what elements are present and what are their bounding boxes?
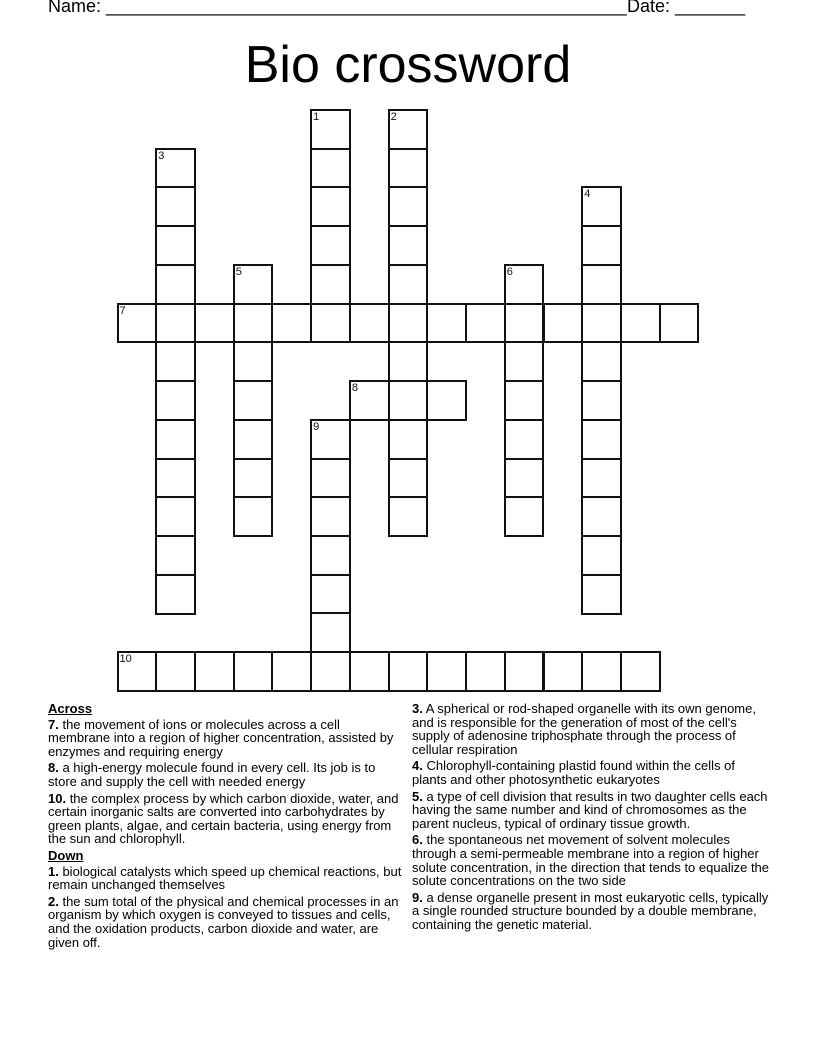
crossword-cell[interactable] [194,303,235,344]
crossword-cell[interactable] [388,225,429,266]
crossword-cell[interactable] [271,651,312,692]
cell-number: 2 [390,111,397,123]
crossword-cell[interactable] [155,535,196,576]
clue-number: 7. [48,716,59,732]
crossword-cell[interactable] [388,109,429,150]
crossword-cell[interactable] [504,303,545,344]
crossword-cell[interactable] [117,303,158,344]
crossword-cell[interactable] [388,148,429,189]
crossword-cell[interactable] [504,264,545,305]
crossword-cell[interactable] [155,303,196,344]
crossword-cell[interactable] [581,535,622,576]
crossword-cell[interactable] [233,496,274,537]
crossword-cell[interactable] [310,109,351,150]
crossword-cell[interactable] [271,303,312,344]
crossword-cell[interactable] [388,458,429,499]
crossword-cell[interactable] [388,380,429,421]
date-field-label: Date: _______ [627,0,746,16]
clue-down-3 [412,702,772,756]
cell-number: 3 [158,149,165,162]
crossword-cell[interactable] [388,496,429,537]
clue-number: 9. [412,889,423,905]
clues-column-right [412,702,772,935]
crossword-cell[interactable] [388,186,429,227]
crossword-cell[interactable] [581,264,622,305]
down-heading: Down [48,847,84,863]
crossword-cell[interactable] [504,380,545,421]
crossword-cell[interactable] [310,303,351,344]
crossword-cell[interactable] [117,651,158,692]
crossword-cell[interactable] [310,612,351,653]
clue-down-1 [48,865,404,892]
crossword-cell[interactable] [310,535,351,576]
clue-number: 10. [48,790,67,806]
cell-number: 9 [313,420,320,433]
crossword-cell[interactable] [233,651,274,692]
crossword-cell[interactable] [155,225,196,266]
crossword-cell[interactable] [155,380,196,421]
crossword-cell[interactable] [310,574,351,615]
clue-number: 8. [48,760,59,776]
crossword-cell[interactable] [233,303,274,344]
crossword-cell[interactable] [155,496,196,537]
crossword-cell[interactable] [581,419,622,460]
cell-number: 4 [584,188,591,201]
crossword-cell[interactable] [388,303,429,344]
crossword-cell[interactable] [155,148,196,189]
crossword-cell[interactable] [155,264,196,305]
crossword-cell[interactable] [581,303,622,344]
crossword-cell[interactable] [581,225,622,266]
clue-down-9 [412,891,772,932]
cell-number: 8 [351,382,358,395]
crossword-cell[interactable] [620,651,661,692]
crossword-cell[interactable] [310,186,351,227]
crossword-cell[interactable] [504,458,545,499]
crossword-cell[interactable] [349,303,390,344]
crossword-cell[interactable] [504,419,545,460]
clue-number: 6. [412,832,423,848]
clue-text: a dense organelle present in most eukaryotic cells, typically a single rounded structure bounded by a double membrane, containing the genetic material. [412,889,769,932]
crossword-cell[interactable] [233,419,274,460]
crossword-cell[interactable] [155,419,196,460]
crossword-cell[interactable] [310,419,351,460]
crossword-cell[interactable] [388,419,429,460]
cell-number: 7 [119,304,126,317]
clue-across-8 [48,761,404,788]
clue-number: 4. [412,758,423,774]
crossword-cell[interactable] [581,341,622,382]
crossword-cell[interactable] [426,651,467,692]
cell-number: 10 [119,653,132,666]
clue-text: the sum total of the physical and chemical processes in an organism by which oxygen is conveyed to tissues and cells, and the oxidation products, carbon dioxide and water, are given off. [48,893,399,950]
clue-down-4 [412,759,772,786]
crossword-cell[interactable] [310,225,351,266]
clue-down-5 [412,790,772,831]
clue-text: the complex process by which carbon dioxide, water, and certain inorganic salts are converted into carbohydrates by green plants, algae, and certain bacteria, using energy from the sun and chlorophyll. [48,790,399,847]
crossword-cell[interactable] [659,303,700,344]
crossword-cell[interactable] [233,380,274,421]
crossword-cell[interactable] [581,574,622,615]
crossword-cell[interactable] [155,186,196,227]
cell-number: 1 [313,111,320,123]
crossword-cell[interactable] [310,651,351,692]
crossword-cell[interactable] [581,496,622,537]
crossword-cell[interactable] [504,651,545,692]
crossword-cell[interactable] [581,380,622,421]
crossword-cell[interactable] [504,496,545,537]
clue-text: a type of cell division that results in two daughter cells each having the same number and kind of chromosomes as the parent nucleus, typical of ordinary tissue growth. [412,788,768,831]
crossword-cell[interactable] [620,303,661,344]
clue-text: biological catalysts which speed up chemical reactions, but remain unchanged themselves [48,863,402,893]
crossword-cell[interactable] [155,651,196,692]
clue-text: Chlorophyll-containing plastid found within the cells of plants and other photosynthetic eukaryotes [412,758,736,787]
clue-text: the spontaneous net movement of solvent molecules through a semi-permeable membrane into a region of higher solute concentration, in the direction that tends to equalize the solute concentrations on the two side [412,832,770,889]
crossword-cell[interactable] [349,651,390,692]
crossword-cell[interactable] [310,458,351,499]
crossword-cell[interactable] [233,341,274,382]
clue-down-6 [412,833,772,887]
crossword-cell[interactable] [581,651,622,692]
crossword-cell[interactable] [581,458,622,499]
crossword-cell[interactable] [310,148,351,189]
crossword-cell[interactable] [543,303,584,344]
clue-text: A spherical or rod-shaped organelle with its own genome, and is responsible for the generation of most of the cell's supply of adenosine triphosphate through the process of cellular respiration [412,701,756,757]
crossword-cell[interactable] [194,651,235,692]
crossword-cell[interactable] [426,380,467,421]
clue-text: a high-energy molecule found in every cell. Its job is to store and supply the cell with needed energy [48,760,376,789]
crossword-cell[interactable] [233,264,274,305]
clue-number: 5. [412,788,423,804]
cell-number: 5 [235,265,242,278]
crossword-cell[interactable] [388,264,429,305]
clue-number: 3. [412,701,423,716]
crossword-cell[interactable] [349,380,390,421]
crossword-cell[interactable] [465,651,506,692]
across-heading: Across [48,701,93,716]
clue-down-2 [48,895,404,949]
crossword-cell[interactable] [426,303,467,344]
crossword-cell[interactable] [504,341,545,382]
crossword-cell[interactable] [155,574,196,615]
crossword-cell[interactable] [233,458,274,499]
crossword-cell[interactable] [155,458,196,499]
crossword-cell[interactable] [581,186,622,227]
clue-across-7 [48,718,404,759]
clue-number: 2. [48,893,59,909]
page-title: Bio crossword [244,36,572,94]
crossword-cell[interactable] [388,651,429,692]
clue-text: the movement of ions or molecules across a cell membrane into a region of higher concentration, assisted by enzymes and requiring energy [48,716,394,759]
crossword-cell[interactable] [543,651,584,692]
clue-number: 1. [48,863,59,879]
clues-column-left [48,702,404,952]
crossword-cell[interactable] [388,341,429,382]
crossword-cell[interactable] [310,496,351,537]
cell-number: 6 [506,265,513,278]
crossword-cell[interactable] [465,303,506,344]
crossword-cell[interactable] [310,264,351,305]
name-field-label: Name: ____________________________________________________ [48,0,627,16]
crossword-cell[interactable] [155,341,196,382]
clue-across-10 [48,792,404,846]
